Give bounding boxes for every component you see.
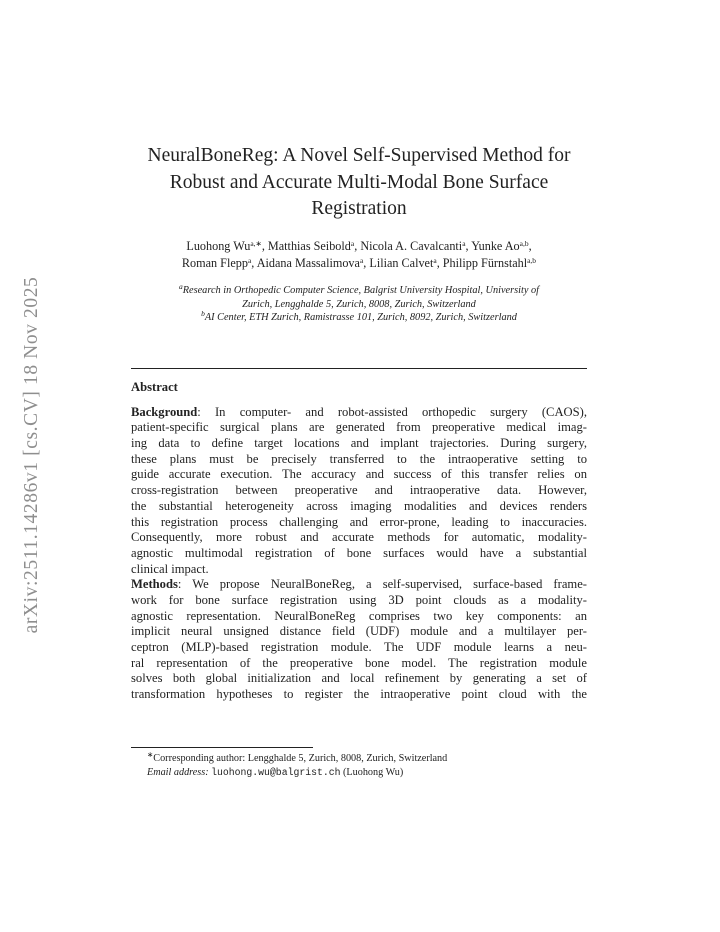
author-name: Roman Flepp [181,256,248,270]
abstract-line: agnostic multimodal registration of bone surfaces would have a substantial [131,545,587,560]
author-affiliation-mark: a,∗ [250,239,262,248]
footnote-star: ∗ [147,750,154,759]
abstract-heading: Abstract [131,380,178,394]
email-owner: (Luohong Wu) [343,767,404,778]
author-affiliation-mark: a [433,256,437,265]
background-label: Background [131,404,198,419]
affiliation-mark: a [179,282,183,291]
author-affiliation-mark: a [247,256,252,265]
abstract-line: ing data to define target locations and implant trajectories. During surgery, [131,436,587,451]
footnote-divider [131,747,313,748]
affiliation-text: Research in Orthopedic Computer Science, Balgrist University Hospital, University of [182,285,539,296]
paper-title [131,143,587,223]
affiliation-a-line-2: Zurich, Lengghalde 5, Zurich, 8008, Zurich, Switzerland [242,298,476,310]
title-line: NeuralBoneReg: A Novel Self-Supervised Method for [147,145,571,166]
footnote-corresponding [147,752,587,766]
author-name: Lilian Calvet [369,256,434,270]
affiliation-b-line-1 [131,311,587,325]
abstract-line-text: : We propose NeuralBoneReg, a self-supervised, surface-based frame- [177,577,587,592]
author-affiliation-mark: a,b [527,256,537,265]
author-list [131,238,587,272]
abstract-line-text: : In computer- and robot-assisted orthopedic surgery (CAOS), [197,404,587,419]
methods-label: Methods [131,577,178,592]
author-name: Philipp Fürnstahl [442,256,528,270]
author-name: Nicola A. Cavalcanti [360,239,463,253]
abstract-line: agnostic representation. NeuralBoneReg comprises two key components: an [131,608,587,623]
abstract-line: solves both global initialization and local refinement by generating a set of [131,671,587,686]
affiliation-a-line-1 [131,284,587,298]
abstract-line: work for bone surface registration using 3D point clouds as a modality- [131,592,587,607]
abstract-line: guide accurate execution. The accuracy and success of this transfer relies on [131,467,587,482]
abstract-line [131,405,587,421]
author-line-1: Luohong $Wu^{a,∗}$, Matthias Seibold$^a$, Nicola A. Cavalcanti$^a$, Yunke Ao$^{a,b}$, [186,239,532,253]
abstract-section [131,380,587,703]
title-line: Registration [311,198,407,219]
title-line: Robust and Accurate Multi-Modal Bone Surface [169,171,549,193]
abstract-line: these plans must be precisely transferred to the intraoperative setting to [131,451,587,466]
affiliation-text: AI Center, ETH Zurich, Ramistrasse 101, Zurich, 8092, Zurich, Switzerland [204,312,517,323]
footnote-email [147,766,587,780]
author-affiliation-mark: a [350,239,355,248]
author-affiliation-mark: a [462,239,466,248]
abstract-line: ral representation of the preoperative bone model. The registration module [131,655,587,670]
author-line-2: Roman Flepp$^a$, Aidana Massalimova$^a$, Lilian Calvet$^a$, Philipp Fürnstahl$^{a,b}$ [181,256,537,270]
abstract-line [131,577,587,593]
author-name: Matthias Seibold [267,239,351,253]
affiliations [131,284,587,325]
arxiv-identifier-text: arXiv:2511.14286v1 [cs.CV] 18 Nov 2025 [21,276,42,634]
footnote [147,752,587,780]
header-divider [131,368,587,369]
abstract-line: patient-specific surgical plans are generated from preoperative medical imag- [131,420,587,435]
footnote-corresponding-text: Corresponding author: Lengghalde 5, Zurich, 8008, Zurich, Switzerland [153,753,448,764]
abstract-line: this registration process challenging and error-prone, leading to inaccuracies. [131,514,587,529]
author-name: Luohong Wu [186,239,251,253]
affiliation-mark: b [201,309,205,318]
author-affiliation-mark: a [359,256,364,265]
abstract-line: cross-registration between preoperative and intraoperative data. However, [131,483,587,498]
author-name: Aidana Massalimova [256,256,360,270]
email-address: luohong.wu@balgrist.ch [211,767,341,778]
abstract-line: Consequently, more robust and accurate methods for automatic, modality- [131,530,587,545]
author-affiliation-mark: a,b [519,239,529,248]
abstract-line: implicit neural unsigned distance field (UDF) module and a multilayer per- [131,624,587,639]
abstract-line: transformation hypotheses to register the intraoperative point cloud with the [131,687,587,702]
arxiv-identifier-stamp [22,260,42,650]
abstract-line: clinical impact. [131,561,209,576]
abstract-line: the substantial heterogeneity across imaging modalities and devices renders [131,498,587,513]
author-name: Yunke Ao [471,239,520,253]
abstract-line: ceptron (MLP)-based registration module. The UDF module learns a neu- [131,640,587,655]
email-label: Email address: [147,767,209,778]
